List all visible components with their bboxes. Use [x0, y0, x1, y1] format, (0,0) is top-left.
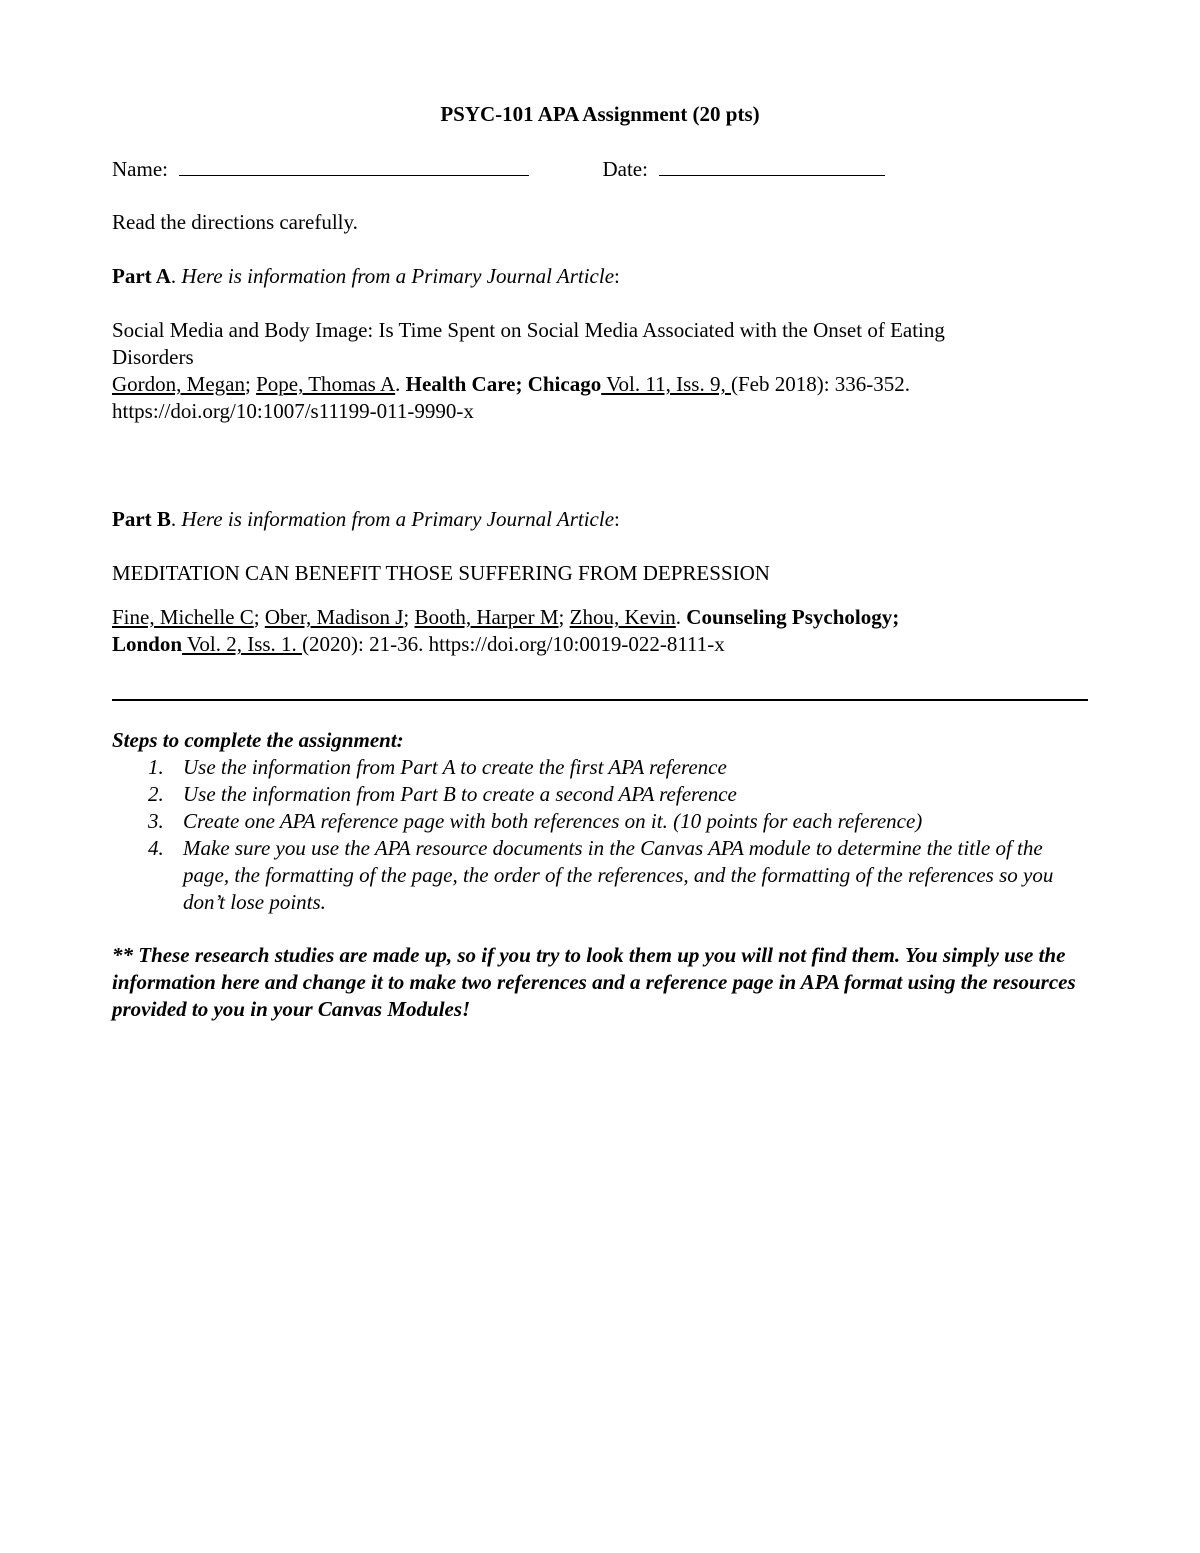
- disclaimer-note: ** These research studies are made up, so if you try to look them up you will not find them. You simply use the information here and change it to make two references and a reference page in APA format using the resources provided to you in your Canvas Modules!: [112, 943, 1076, 1021]
- part-a-date-pages: (Feb 2018): 336-352.: [730, 372, 911, 396]
- part-b-separator-2: ;: [403, 605, 415, 629]
- part-b-label: Part B: [112, 507, 171, 531]
- part-a-journal: Health Care; Chicago: [405, 372, 602, 396]
- part-a-colon: :: [614, 264, 620, 288]
- part-a-label-sep: .: [170, 264, 177, 288]
- part-b-separator-1: ;: [253, 605, 265, 629]
- steps-heading: Steps to complete the assignment:: [112, 728, 404, 752]
- part-a-separator: ;: [244, 372, 257, 396]
- part-b-article-title: MEDITATION CAN BENEFIT THOSE SUFFERING FROM DEPRESSION: [112, 561, 770, 585]
- step-number: 2.: [148, 782, 164, 806]
- part-a-lead: Here is information from a Primary Journal Article: [176, 264, 615, 288]
- part-b-author-4: Zhou, Kevin: [569, 605, 676, 629]
- date-blank-line[interactable]: [659, 155, 885, 176]
- step-item: [112, 835, 1072, 916]
- part-a-dot: .: [395, 372, 406, 396]
- part-a-label: Part A: [112, 264, 171, 288]
- part-b-citation-line1: [112, 604, 899, 631]
- part-b-lead: Here is information from a Primary Journal Article: [176, 507, 615, 531]
- step-number: 3.: [148, 809, 164, 833]
- part-a-article-title-line1: Social Media and Body Image: Is Time Spent on Social Media Associated with the Onset of Eating: [112, 318, 945, 342]
- part-a-author-2: Pope, Thomas A: [256, 372, 396, 396]
- part-b-volume: Vol. 2, Iss. 1.: [182, 632, 303, 656]
- part-b-journal-line1: Counseling Psychology;: [686, 605, 900, 629]
- part-b-separator-3: ;: [558, 605, 570, 629]
- part-a-article-title-line2: Disorders: [112, 345, 194, 369]
- part-a-author-1: Gordon, Megan: [112, 372, 245, 396]
- part-b-label-sep: .: [170, 507, 177, 531]
- step-text: Use the information from Part A to create the first APA reference: [183, 755, 727, 779]
- part-a-heading: [112, 263, 620, 290]
- part-b-author-3: Booth, Harper M: [414, 605, 559, 629]
- section-divider: [112, 699, 1088, 701]
- part-b-dot: .: [675, 605, 687, 629]
- step-item: [112, 808, 1072, 835]
- part-b-date-pages-doi: (2020): 21-36. https://doi.org/10:0019-022-8111-x: [302, 632, 725, 656]
- part-a-volume: Vol. 11, Iss. 9,: [601, 372, 731, 396]
- intro-text: Read the directions carefully.: [112, 210, 358, 234]
- step-text: Use the information from Part B to create a second APA reference: [183, 782, 737, 806]
- step-item: [112, 781, 1072, 808]
- part-b-author-2: Ober, Madison J: [264, 605, 404, 629]
- part-a-citation: [112, 371, 910, 398]
- part-b-colon: :: [614, 507, 620, 531]
- name-label: Name:: [112, 157, 168, 181]
- part-b-author-1: Fine, Michelle C: [112, 605, 254, 629]
- date-label: Date:: [602, 157, 648, 181]
- step-text: Create one APA reference page with both references on it. (10 points for each reference): [183, 809, 923, 833]
- steps-list: [112, 754, 1072, 916]
- step-item: [112, 754, 1072, 781]
- name-date-row: [112, 155, 885, 183]
- name-blank-line[interactable]: [179, 155, 529, 176]
- step-text: Make sure you use the APA resource documents in the Canvas APA module to determine the title of the page, the formatting of the page, the order of the references, and the formatting of the references so you don’t lose points.: [183, 836, 1054, 914]
- step-number: 1.: [148, 755, 164, 779]
- part-b-heading: [112, 506, 620, 533]
- step-number: 4.: [148, 836, 164, 860]
- part-b-journal-line2: London: [112, 632, 183, 656]
- part-b-citation-line2: [112, 631, 725, 658]
- part-a-doi: https://doi.org/10:1007/s11199-011-9990-x: [112, 399, 474, 423]
- page-title: PSYC-101 APA Assignment (20 pts): [440, 102, 760, 126]
